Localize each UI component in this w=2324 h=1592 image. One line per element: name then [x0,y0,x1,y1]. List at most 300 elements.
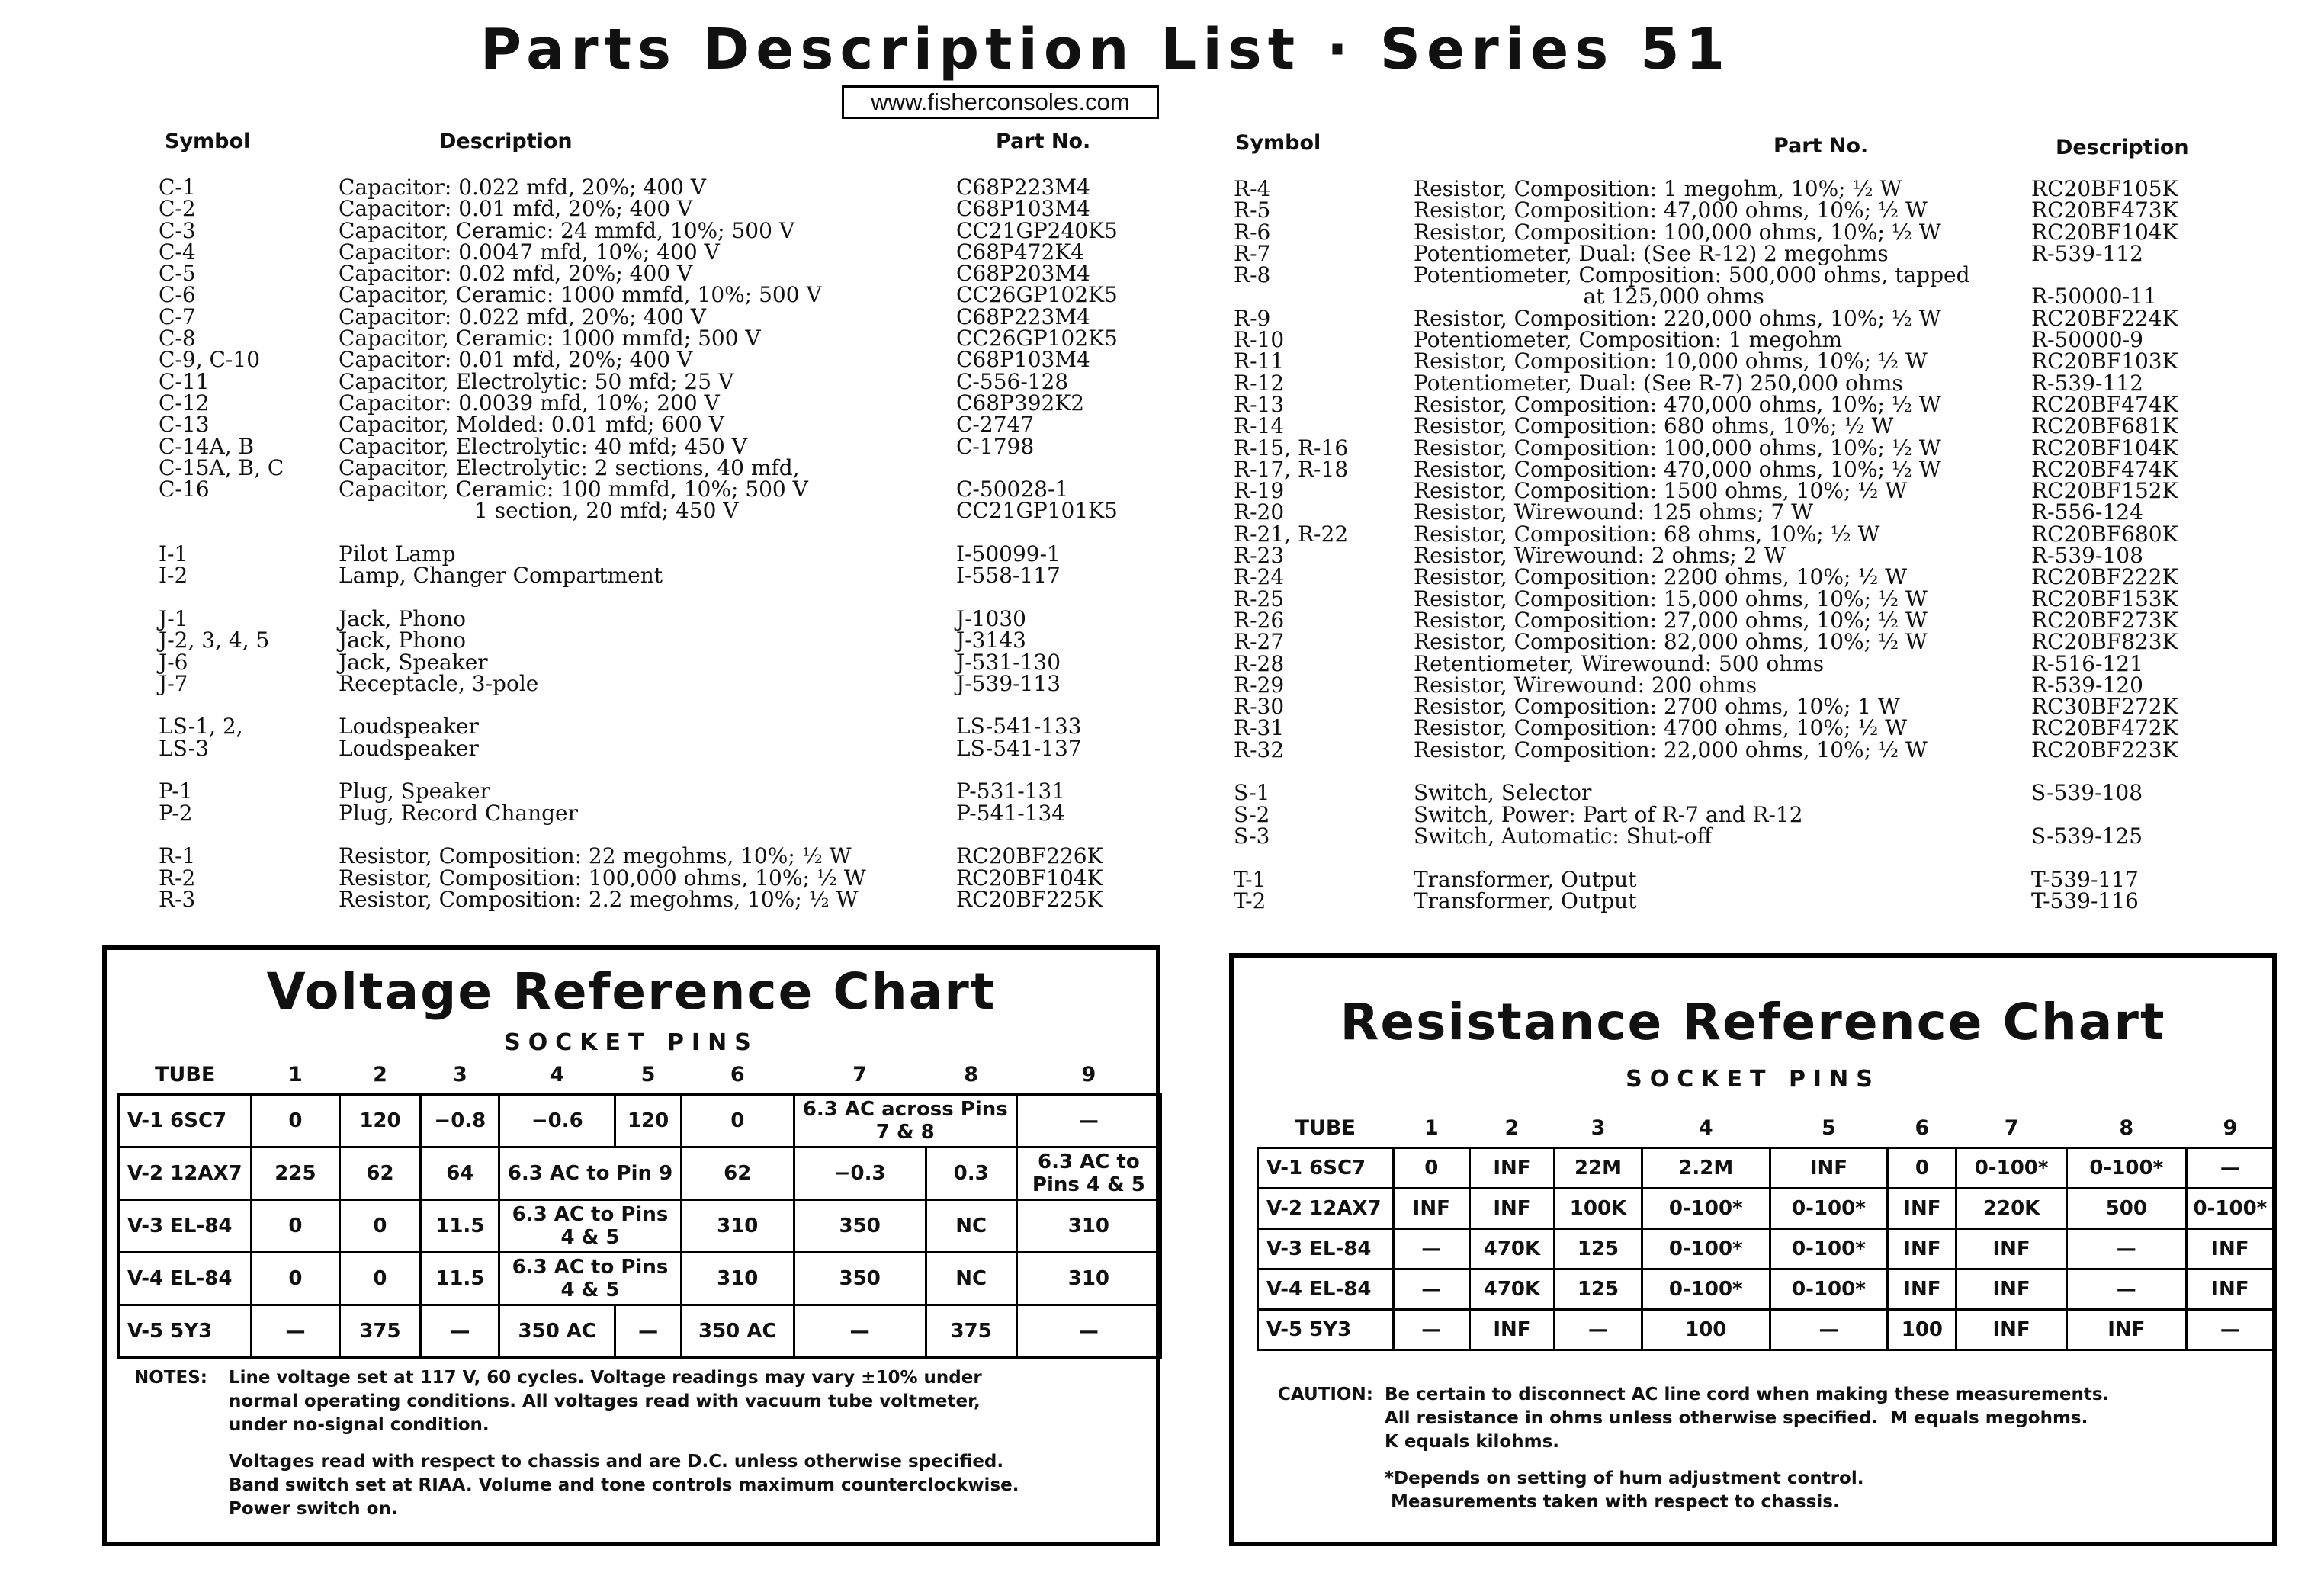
part-part: T-539-117 [2031,866,2139,892]
tube-cell: V-5 5Y3 [1258,1310,1394,1350]
part-symbol: C-12 [159,390,210,416]
part-symbol: C-2 [159,196,196,222]
part-row [1234,545,2316,567]
left-symbol-header: Symbol [165,130,251,153]
part-description: at 125,000 ohms [1414,284,1764,310]
value-cell: — [2066,1229,2186,1269]
part-part: RC20BF273K [2031,607,2178,633]
part-symbol: LS-1, 2, [159,714,243,740]
part-row [159,843,1165,869]
part-description: Resistor, Composition: 470,000 ohms, 10%; ½ W [1414,391,1941,417]
right-parts-list [1234,178,2316,912]
pin-header: 7 [852,1062,868,1086]
part-part: RC20BF104K [956,865,1103,891]
notes-para-2: Voltages read with respect to chassis and are D.C. unless otherwise specified. Band switch set at RIAA. Volume and tone controls maximum counterclockwise. Power switch on. [229,1452,1019,1519]
part-description: Transformer, Output [1414,866,1637,892]
value-cell: 350 [794,1253,926,1305]
notes-label: NOTES: [134,1368,207,1388]
pin-header: 9 [1081,1062,1096,1086]
value-cell: 0 [252,1200,339,1253]
part-symbol: R-31 [1234,715,1285,741]
part-part: C68P103M4 [956,196,1090,222]
table-row [119,1200,1161,1253]
pin-header: 5 [640,1062,656,1086]
part-symbol: C-9, C-10 [159,347,261,373]
value-cell: INF [1956,1310,2066,1350]
part-row [159,541,1165,567]
caution-para-2: *Depends on setting of hum adjustment control. Measurements taken with respect to chassis. [1385,1468,1864,1512]
part-description: Resistor, Composition: 2200 ohms, 10%; ½ W [1414,564,1908,590]
part-row [159,261,1165,287]
part-description: Potentiometer, Dual: (See R-7) 250,000 ohms [1414,370,1903,396]
part-row [159,433,1165,459]
value-cell: 0-100* [2066,1148,2186,1189]
part-part: C68P392K2 [956,390,1085,416]
part-description: Jack, Speaker [339,649,488,675]
part-description: Capacitor: 0.022 mfd, 20%; 400 V [339,175,707,200]
left-parts-list [159,177,1165,910]
value-cell: — [1393,1229,1469,1269]
part-row [159,217,1165,243]
pin-header: 1 [288,1062,303,1086]
part-row [1234,435,2316,461]
voltage-notes [134,1366,1148,1542]
part-symbol: P-1 [159,778,193,804]
part-row [1234,305,2316,331]
part-part: C68P223M4 [956,303,1090,329]
part-row [1234,694,2316,720]
part-description: Capacitor: 0.01 mfd, 20%; 400 V [339,347,693,373]
part-part: P-531-131 [956,778,1066,804]
part-symbol: LS-3 [159,735,210,761]
part-symbol: S-3 [1234,823,1270,849]
part-symbol: R-10 [1234,327,1285,353]
part-symbol: C-14A, B [159,433,255,459]
part-row [1234,866,2316,892]
value-cell: 120 [615,1095,681,1147]
pin-header: 2 [373,1062,387,1086]
tube-header: TUBE [155,1062,216,1086]
pin-header: 2 [1504,1115,1520,1140]
part-row [1234,370,2316,396]
part-description: Capacitor, Electrolytic: 2 sections, 40 mfd, [339,454,800,480]
part-symbol: I-1 [159,541,188,567]
value-cell: 100K [1554,1189,1642,1229]
part-part: C68P223M4 [956,175,1090,200]
part-part: R-516-121 [2031,650,2143,676]
part-description: Capacitor: 0.022 mfd, 20%; 400 V [339,303,707,329]
caution-notes [1278,1383,2269,1536]
part-part: RC20BF153K [2031,586,2178,611]
value-cell: 0-100* [1642,1229,1770,1269]
part-description: Resistor, Composition: 22,000 ohms, 10%; ½ W [1414,737,1928,762]
value-cell: — [615,1305,681,1358]
tube-cell: V-2 12AX7 [1258,1189,1394,1229]
value-cell: 0-100* [1642,1269,1770,1310]
part-description: Resistor, Composition: 10,000 ohms, 10%; ½ W [1414,348,1928,374]
part-row [1234,284,2316,310]
table-row [1258,1189,2274,1229]
part-part: RC20BF225K [956,886,1103,912]
part-row [1234,219,2316,245]
value-cell: — [1554,1310,1642,1350]
part-row [1234,521,2316,547]
part-part: J-539-113 [956,670,1061,696]
part-row [1234,197,2316,223]
part-row [1234,782,2316,804]
part-description: Resistor, Composition: 680 ohms, 10%; ½ W [1414,413,1894,439]
value-cell: 310 [681,1253,794,1305]
value-cell: 0-100* [1642,1189,1770,1229]
notes-para-1: Line voltage set at 117 V, 60 cycles. Voltage readings may vary ±10% under normal operating conditions. All voltages read with vacuum tube voltmeter, under no-signal condition. [229,1368,982,1435]
part-part: LS-541-133 [956,714,1082,740]
part-description: Loudspeaker [339,735,479,761]
part-symbol: R-17, R-18 [1234,456,1349,482]
part-part: RC30BF272K [2031,694,2178,720]
value-cell: INF [1888,1269,1956,1310]
part-symbol: R-15, R-16 [1234,435,1349,461]
part-symbol: C-6 [159,282,196,308]
part-part: I-50099-1 [956,541,1061,567]
pin-header: 9 [2223,1115,2238,1140]
tube-cell: V-1 6SC7 [119,1095,252,1147]
left-part-header: Part No. [996,130,1091,153]
value-cell: 6.3 AC to Pins 4 & 5 [499,1253,682,1305]
part-row [159,670,1165,696]
tube-cell: V-1 6SC7 [1258,1148,1394,1189]
part-description: Potentiometer, Dual: (See R-12) 2 megohms [1414,240,1889,266]
table-row [119,1305,1161,1358]
part-symbol: R-4 [1234,176,1271,201]
part-symbol: R-14 [1234,413,1285,439]
part-part: RC20BF105K [2031,176,2178,201]
part-part: T-539-116 [2031,887,2139,913]
part-row [159,349,1165,371]
part-row [1234,672,2316,698]
table-row [119,1253,1161,1305]
value-cell: — [2186,1148,2274,1189]
part-symbol: C-11 [159,368,210,394]
part-description: Resistor, Composition: 2.2 megohms, 10%; ½ W [339,886,859,912]
list-gap [159,759,1165,781]
part-row [159,239,1165,265]
part-part: R-50000-11 [2031,284,2157,310]
value-cell: 0-100* [1956,1148,2066,1189]
part-description: Capacitor: 0.0047 mfd, 10%; 400 V [339,239,720,265]
value-cell: INF [2066,1310,2186,1350]
part-description: Potentiometer, Composition: 500,000 ohms, tapped [1414,262,1970,288]
value-cell: 0-100* [2186,1189,2274,1229]
value-cell: INF [1469,1189,1554,1229]
tube-cell: V-4 EL-84 [1258,1269,1394,1310]
value-cell: 100 [1888,1310,1956,1350]
part-row [159,454,1165,480]
part-part: I-558-117 [956,563,1061,589]
part-row [159,284,1165,306]
part-row [1234,631,2316,653]
value-cell: 6.3 AC across Pins 7 & 8 [794,1095,1016,1147]
voltage-table [117,1055,1162,1359]
table-row [1258,1148,2274,1189]
value-cell: 0-100* [1770,1269,1888,1310]
part-symbol: C-16 [159,477,210,502]
part-symbol: J-7 [159,670,188,696]
tube-cell: V-3 EL-84 [1258,1229,1394,1269]
value-cell: 375 [339,1305,421,1358]
part-description: Plug, Record Changer [339,800,579,826]
part-symbol: R-28 [1234,650,1285,676]
pin-header: 4 [550,1062,565,1086]
part-symbol: R-1 [159,843,196,869]
value-cell: 0 [339,1200,421,1253]
part-part: RC20BF681K [2031,413,2178,439]
part-description: Potentiometer, Composition: 1 megohm [1414,327,1843,353]
value-cell: 310 [1016,1200,1160,1253]
value-cell: INF [1469,1310,1554,1350]
part-description: Capacitor, Ceramic: 100 mmfd, 10%; 500 V [339,477,808,502]
part-description: Capacitor, Ceramic: 1000 mmfd; 500 V [339,326,761,351]
value-cell: INF [1888,1189,1956,1229]
part-symbol: I-2 [159,563,188,589]
part-row [159,177,1165,198]
voltage-reference-chart [102,945,1160,1546]
part-symbol: J-6 [159,649,188,675]
part-row [159,412,1165,438]
part-description: Switch, Selector [1414,780,1592,806]
part-part: RC20BF223K [2031,737,2178,762]
value-cell: INF [1956,1229,2066,1269]
part-row [1234,329,2316,351]
value-cell: 125 [1554,1229,1642,1269]
part-part: J-3143 [956,627,1026,653]
part-symbol: C-3 [159,217,196,243]
part-part: RC20BF474K [2031,456,2178,482]
part-description: 1 section, 20 mfd; 450 V [339,498,739,524]
part-description: Resistor, Composition: 4700 ohms, 10%; ½ W [1414,715,1908,741]
part-part: RC20BF104K [2031,219,2178,245]
part-part: RC20BF152K [2031,478,2178,504]
part-description: Capacitor, Ceramic: 24 mmfd, 10%; 500 V [339,217,795,243]
list-gap [159,695,1165,716]
value-cell: 0 [252,1253,339,1305]
part-row [1234,499,2316,525]
part-row [159,500,1165,522]
part-symbol: R-2 [159,865,196,891]
url-box[interactable]: www.fisherconsoles.com [842,85,1159,119]
table-row [1258,1229,2274,1269]
part-symbol: R-19 [1234,478,1285,504]
part-row [1234,607,2316,633]
part-part: C-2747 [956,412,1035,438]
pin-header: 7 [2004,1115,2019,1140]
value-cell: — [252,1305,339,1358]
part-description: Resistor, Composition: 220,000 ohms, 10%; ½ W [1414,305,1941,331]
value-cell: 0 [1393,1148,1469,1189]
part-symbol: R-27 [1234,629,1285,655]
value-cell: 100 [1642,1310,1770,1350]
part-description: Resistor, Composition: 2700 ohms, 10%; 1 W [1414,694,1900,720]
part-row [159,735,1165,761]
part-part: RC20BF224K [2031,305,2178,331]
part-description: Capacitor: 0.0039 mfd, 10%; 200 V [339,390,720,416]
part-description: Transformer, Output [1414,887,1637,913]
part-row [159,563,1165,589]
page-title: Parts Description List · Series 51 [480,17,1732,82]
part-row [1234,348,2316,374]
part-symbol: R-30 [1234,694,1285,720]
part-row [1234,823,2316,849]
value-cell: NC [926,1253,1016,1305]
resistance-reference-chart [1229,953,2277,1546]
value-cell: INF [2186,1229,2274,1269]
resistance-chart-title: Resistance Reference Chart [1340,993,2166,1051]
part-description: Resistor, Composition: 82,000 ohms, 10%; ½ W [1414,629,1928,655]
part-symbol: R-6 [1234,219,1271,245]
value-cell: — [2186,1310,2274,1350]
part-part: S-539-125 [2031,823,2143,849]
part-description: Resistor, Composition: 1500 ohms, 10%; ½ W [1414,478,1908,504]
value-cell: INF [1770,1148,1888,1189]
value-cell: 220K [1956,1189,2066,1229]
value-cell: 62 [681,1147,794,1200]
right-part-header: Part No. [1773,134,1869,158]
part-symbol: R-5 [1234,197,1271,223]
part-part: J-1030 [956,605,1026,631]
value-cell: 350 AC [499,1305,615,1358]
part-part: R-539-112 [2031,370,2143,396]
part-symbol: R-12 [1234,370,1285,396]
value-cell: 0-100* [1770,1229,1888,1269]
part-symbol: C-13 [159,412,210,438]
part-description: Jack, Phono [339,605,466,631]
part-symbol: R-25 [1234,586,1285,611]
value-cell: 125 [1554,1269,1642,1310]
part-description: Capacitor, Electrolytic: 40 mfd; 450 V [339,433,747,459]
part-row [159,649,1165,675]
table-row [1258,1310,2274,1350]
part-row [1234,480,2316,502]
part-symbol: J-2, 3, 4, 5 [159,627,270,653]
voltage-chart-title: Voltage Reference Chart [266,962,997,1021]
part-part: C-50028-1 [956,477,1069,502]
part-part: RC20BF680K [2031,521,2178,547]
value-cell: 350 AC [681,1305,794,1358]
value-cell: 500 [2066,1189,2186,1229]
list-gap [159,522,1165,544]
pin-header: 6 [730,1062,745,1086]
value-cell: — [1393,1310,1469,1350]
part-symbol: P-2 [159,800,193,826]
part-symbol: T-1 [1234,866,1266,892]
part-description: Capacitor, Ceramic: 1000 mmfd, 10%; 500 V [339,282,822,308]
part-symbol: C-7 [159,303,196,329]
pin-header: 4 [1698,1115,1713,1140]
part-description: Switch, Power: Part of R-7 and R-12 [1414,801,1803,827]
part-description: Lamp, Changer Compartment [339,563,663,589]
part-part: S-539-108 [2031,780,2143,806]
part-description: Resistor, Wirewound: 125 ohms; 7 W [1414,499,1813,525]
part-row [1234,178,2316,200]
part-description: Capacitor: 0.02 mfd, 20%; 400 V [339,261,693,287]
value-cell: 0 [681,1095,794,1147]
tube-cell: V-4 EL-84 [119,1253,252,1305]
part-part: R-50000-9 [2031,327,2143,353]
part-symbol: T-2 [1234,887,1266,913]
part-row [1234,262,2316,288]
part-description: Switch, Automatic: Shut-off [1414,823,1713,849]
part-symbol: R-8 [1234,262,1271,288]
part-part: R-539-112 [2031,240,2143,266]
part-symbol: C-1 [159,175,196,200]
part-description: Resistor, Composition: 27,000 ohms, 10%; ½ W [1414,607,1928,633]
part-symbol: R-21, R-22 [1234,521,1349,547]
part-part: R-539-108 [2031,543,2143,569]
part-part: R-556-124 [2031,499,2143,525]
part-symbol: R-32 [1234,737,1285,762]
value-cell: −0.6 [499,1095,615,1147]
pin-header: 3 [452,1062,467,1086]
part-row [159,328,1165,349]
part-description: Pilot Lamp [339,541,456,567]
value-cell: 64 [421,1147,499,1200]
tube-header: TUBE [1295,1115,1356,1140]
part-symbol: S-1 [1234,780,1270,806]
value-cell: — [794,1305,926,1358]
right-description-header: Description [2056,136,2189,159]
part-row [1234,240,2316,266]
pin-header: 6 [1915,1115,1930,1140]
part-part: CC21GP240K5 [956,217,1118,243]
part-part: CC21GP101K5 [956,498,1118,524]
value-cell: — [2066,1269,2186,1310]
list-gap [1234,847,2316,868]
part-part: C68P203M4 [956,261,1090,287]
part-row [1234,717,2316,739]
value-cell: 375 [926,1305,1016,1358]
part-row [1234,391,2316,417]
part-row [159,627,1165,653]
part-symbol: R-11 [1234,348,1285,374]
pin-header: 8 [964,1062,979,1086]
part-description: Capacitor, Electrolytic: 50 mfd; 25 V [339,368,734,394]
voltage-chart-subtitle: SOCKET PINS [504,1029,759,1056]
value-cell: 470K [1469,1269,1554,1310]
value-cell: — [1016,1305,1160,1358]
part-row [1234,564,2316,590]
part-part: RC20BF823K [2031,629,2178,655]
pin-header: 8 [2119,1115,2134,1140]
list-gap [1234,761,2316,782]
part-description: Plug, Speaker [339,778,490,804]
part-symbol: R-3 [159,886,196,912]
part-row [1234,887,2316,913]
part-symbol: R-23 [1234,543,1285,569]
part-part: RC20BF473K [2031,197,2178,223]
part-description: Jack, Phono [339,627,466,653]
value-cell: 0 [339,1253,421,1305]
pin-header: 3 [1591,1115,1606,1140]
part-row [159,198,1165,220]
value-cell: — [421,1305,499,1358]
pin-header: 5 [1822,1115,1836,1140]
value-cell: 0 [1888,1148,1956,1189]
part-description: Resistor, Composition: 100,000 ohms, 10%; ½ W [1414,435,1941,461]
tube-cell: V-2 12AX7 [119,1147,252,1200]
table-row [119,1095,1161,1147]
part-part: C-556-128 [956,368,1069,394]
value-cell: 310 [1016,1253,1160,1305]
value-cell: 350 [794,1200,926,1253]
